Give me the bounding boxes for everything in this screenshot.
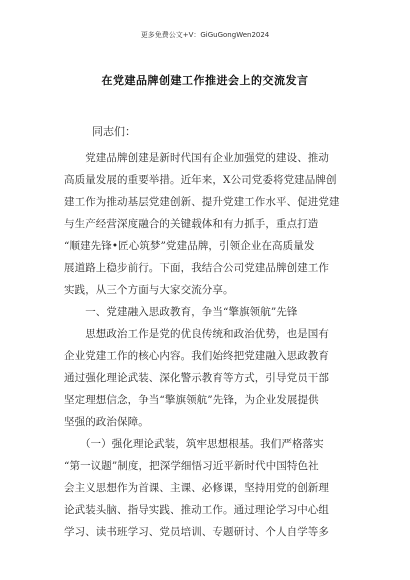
salutation: 同志们： (92, 125, 136, 138)
subsection-heading: （一）强化理论武装，筑牢思想根基。我们严格落实 (64, 438, 324, 450)
header-note: 更多免费公文+V：GiGuGongWen2024 (140, 31, 270, 39)
body-line: 企业党建工作的核心内容。我们始终把党建融入思政教育 (64, 350, 329, 362)
body-line: 展道路上稳步前行。下面，我结合公司党建品牌创建工作 (64, 262, 329, 274)
body-line: 党建品牌创建是新时代国有企业加强党的建设、推动 (64, 152, 329, 164)
section-heading: 一、党建融入思政教育，争当“擎旗领航”先锋 (64, 306, 298, 318)
document-title: 在党建品牌创建工作推进会上的交流发言 (101, 74, 309, 87)
body-line: 建工作为推动基层党建创新、提升党建工作水平、促进党建 (64, 196, 340, 208)
body-line: 坚定理想信念，争当“擎旗领航”先锋，为企业发展提供 (64, 394, 319, 406)
body-line: 与生产经营深度融合的关键载体和有力抓手，重点打造 (64, 218, 319, 230)
body-line: 学习、读书班学习、党员培训、专题研讨、个人自学等多 (64, 526, 329, 538)
body-line: 通过强化理论武装、深化警示教育等方式，引导党员干部 (64, 372, 329, 384)
body-line: “第一议题”制度，把深学细悟习近平新时代中国特色社 (64, 460, 319, 472)
body-line: “顺建先锋•匠心筑梦”党建品牌，引领企业在高质量发 (64, 240, 315, 252)
body-line: 论武装头脑、指导实践、推动工作。通过理论学习中心组 (64, 504, 329, 516)
body-line: 坚强的政治保障。 (64, 416, 149, 428)
body-line: 思想政治工作是党的优良传统和政治优势，也是国有 (64, 328, 329, 340)
body-line: 会主义思想作为首课、主课、必修课，坚持用党的创新理 (64, 482, 329, 494)
body-line: 高质量发展的重要举措。近年来，X公司党委将党建品牌创 (64, 174, 337, 186)
body-line: 实践，从三个方面与大家交流分享。 (64, 284, 234, 296)
